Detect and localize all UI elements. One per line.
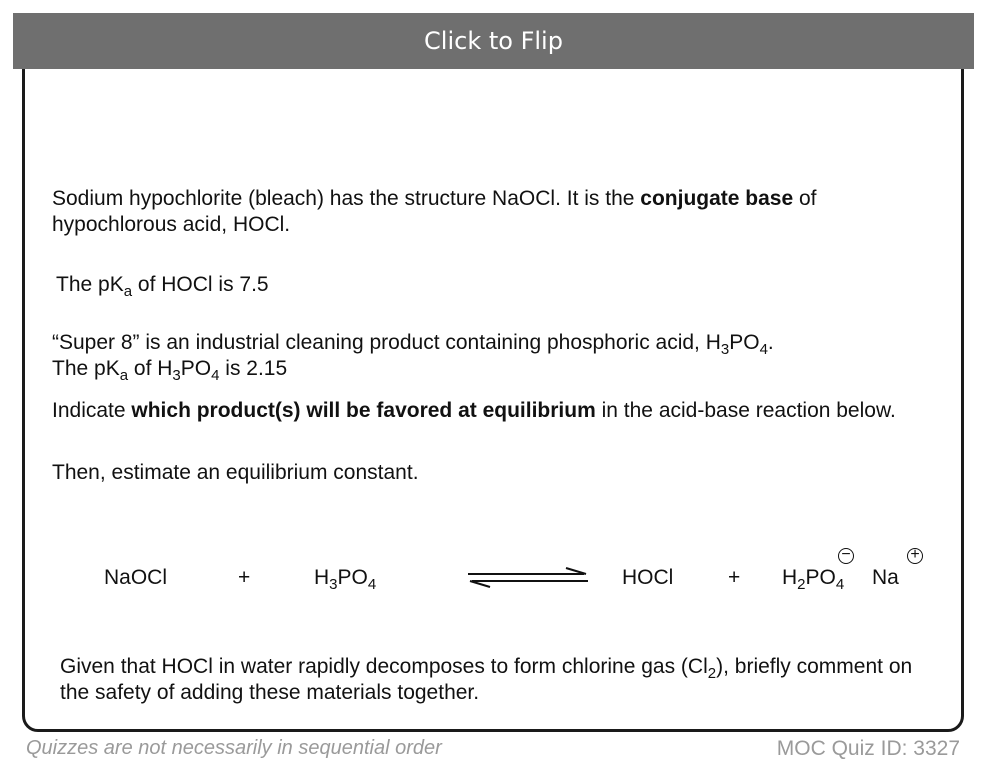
product-hocl: HOCl bbox=[622, 566, 674, 589]
negative-charge-icon: − bbox=[838, 548, 854, 564]
conjugate-base-emphasis: conjugate base bbox=[640, 187, 794, 210]
question-paragraph-6: Given that HOCl in water rapidly decomposes to form chlorine gas $(Cl_2)$, briefly comment on the safety of adding these materials together. bbox=[60, 655, 913, 704]
question-paragraph-5: Then, estimate an equilibrium constant. bbox=[52, 461, 419, 484]
flip-button-label: Click to Flip bbox=[424, 27, 563, 55]
question-paragraph-1: Sodium hypochlorite (bleach) has the structure NaOCl. It is the conjugate base of hypochlorous acid, HOCl. bbox=[52, 187, 817, 236]
equilibrium-arrow-icon bbox=[466, 566, 590, 590]
reactant-naocl: NaOCl bbox=[104, 566, 168, 589]
plus-sign: + bbox=[728, 566, 741, 589]
equilibrium-emphasis: which product(s) will be favored at equilibrium bbox=[131, 399, 596, 422]
quiz-order-note: Quizzes are not necessarily in sequential order bbox=[26, 737, 442, 759]
product-h2po4: $H_2PO_4$ bbox=[782, 566, 845, 593]
question-paragraph-4: Indicate which product(s) will be favored at equilibrium in the acid-base reaction below. bbox=[52, 399, 896, 422]
plus-sign: + bbox=[238, 566, 251, 589]
question-paragraph-3: “Super 8” is an industrial cleaning product containing phosphoric acid, $H_3PO_4$. The $pK_a$ of $H_3PO_4$ is 2.15 bbox=[52, 331, 774, 384]
quiz-id: MOC Quiz ID: 3327 bbox=[776, 737, 960, 760]
reactant-h3po4: $H_3PO_4$ bbox=[314, 566, 377, 593]
click-to-flip-button[interactable] bbox=[13, 13, 974, 69]
positive-charge-icon: + bbox=[907, 548, 923, 564]
product-na: Na bbox=[872, 566, 899, 589]
question-paragraph-2: The $pK_a$ of HOCl is 7.5 bbox=[56, 273, 269, 300]
